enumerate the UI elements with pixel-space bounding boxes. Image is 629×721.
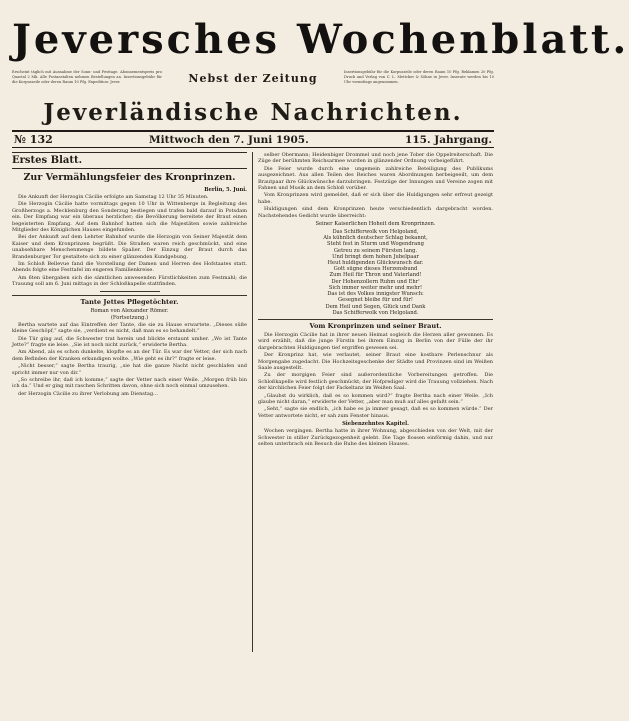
rule-bottom — [12, 147, 494, 148]
poem-line: Heut huldigenden Glückwunsch dar. — [327, 260, 424, 267]
paragraph: Die Tür ging auf, die Schwester trat herein und blickte erstaunt umher. „Wo ist Tante Jette?“ fragte sie leise. „Sie ist noch nicht zurück,“ erwiderte Bertha. — [12, 335, 247, 348]
story-title: Tante Jettes Pflegetöchter. — [12, 295, 247, 307]
poem-intro: Huldigungen sind dem Kronprinzen heute verschiedentlich dargebracht worden. Nachstehendes Gedicht wurde überreicht: — [258, 206, 493, 219]
article-title-vermaehlung: Zur Vermählungsfeier des Kronprinzen. — [23, 172, 236, 183]
paragraph: Bertha wartete auf das Eintreffen der Tante, die sie zu Hause erwartete. „Dieses süße kleine Geschöpf,“ sagte sie, „verdient es nicht, daß man es so behandelt.“ — [12, 321, 247, 335]
paragraph: „Nicht besser,“ sagte Bertha traurig, „sie hat die ganze Nacht nicht geschlafen und spricht immer nur von dir.“ — [12, 363, 247, 376]
paragraph: der Herzogin Cäcilie zu ihrer Verlobung am Dienstag… — [18, 390, 159, 397]
paragraph: Im Schloß Bellevue fand die Vorstellung der Damen und Herren des Hofstaates statt. Abends folgte eine Festtafel im engeren Familienkreise. — [12, 261, 247, 274]
poem-line: Als kühnlich deutscher Schlag bekannt, — [323, 235, 428, 242]
paragraph: „Seht,“ sagte sie endlich, „ich habe es ja immer gesagt, daß es so kommen würde.“ Der Vetter antwortete nicht, er sah zum Fenster hinaus. — [258, 406, 493, 419]
story-author: Roman von Alexander Römer. — [90, 307, 169, 314]
poem-line: Gesegnet bleibe für und für! — [337, 297, 414, 304]
poem-line: Das Schifferwolk von Helgoland, — [332, 229, 419, 236]
poem-line: Das ist des Volkes innigster Wunsch: — [327, 291, 424, 298]
paragraph: Wochen vergingen. Bertha hatte in ihrer Wohnung, abgeschieden von der Welt, mit der Schwester in stiller Zurückgezogenheit gelebt. Die Tage flossen einförmig dahin, und nur selten unterbrach ein Besuch die Ruhe des kleinen Hauses. — [258, 428, 493, 447]
poem-line: Getreu zu seinem Fürsten lang. — [333, 247, 418, 254]
masthead-right-notice: Insertionsgebühr für die Korpuszeile oder deren Raum 10 Pfg. Reklamen 20 Pfg. Druck und Verlag von C. L. Mettcker & Söhne in Jever. Inserate werden bis 10 Uhr vormittags angenommen. — [344, 70, 494, 85]
left-column — [12, 152, 247, 652]
issue-number: № 132 — [14, 133, 53, 146]
paragraph: Am Abend, als es schon dunkelte, klopfte es an der Tür. Es war der Vetter, der sich nach dem Befinden der Kranken erkundigen wollte. „Wie geht es ihr?“ fragte er leise. — [12, 349, 247, 362]
paragraph: „So schreibe ihr, daß ich komme,“ sagte der Vetter nach einer Weile. „Morgen früh bin ich da.“ Und er ging mit raschen Schritten davon, ohne sich noch einmal umzusehen. — [12, 376, 247, 390]
paragraph: Die Herzogin Cäcilie hatte vormittags gegen 10 Uhr in Wittenberge in Begleitung des Großherzogs a. Mecklenburg den Sonderzug bestiegen und trafen bald darauf in Potsdam ein. Der Empfang war ein überaus herzlicher; die Bevölkerung bereitete der Braut einen begeisterten Empfang. Auf dem Bahnhof hatten sich die Majestäten sowie zahlreiche Mitglieder des Königlichen Hauses eingefunden. — [12, 201, 247, 234]
divider — [100, 291, 160, 292]
masthead-left-notice: Erscheint täglich mit Ausnahme der Sonn- und Festtage. Abonnementspreis pro Quartal 2 Mk. Alle Postanstalten nehmen Bestellungen an. Insertionsgebühr für die Korpuszeile oder deren Raum 10 Pfg. Expedition: Jever. — [12, 70, 162, 85]
poem-line: Zum Heil für Thron und Vaterland! — [329, 272, 422, 279]
poem — [258, 221, 493, 316]
issue-year: 115. Jahrgang. — [405, 133, 492, 146]
right-column — [258, 152, 493, 652]
paragraph: Bei der Ankunft auf dem Lehrter Bahnhof wurde die Herzogin von Seiner Majestät dem Kaiser und dem Kronprinzen begrüßt. Die Straßen waren reich geschmückt, und eine unabsehbare Menschenmenge bildete Spalier. Der Einzug der Braut durch das Brandenburger Tor gestaltete sich zu einer glänzenden Kundgebung. — [12, 234, 247, 260]
poem-line: Der Hohenzollern Ruhm und Ehr' — [331, 278, 420, 285]
poem-line: Und bringt dem hohen Jubelpaar — [332, 253, 419, 260]
columns — [12, 152, 494, 652]
masthead-nebst: Nebst der Zeitung — [188, 72, 318, 85]
story-continuation: (Fortsetzung.) — [110, 314, 149, 321]
paragraph: Vom Kronprinzen wird gemeldet, daß er sich über die Huldigungen sehr erfreut gezeigt habe. — [258, 192, 493, 205]
paragraph: Die Ankunft der Herzogin Cäcilie erfolgte am Samstag 12 Uhr 35 Minuten. — [18, 194, 209, 200]
masthead-subtitle: Jeverländische Nachrichten. — [43, 99, 463, 126]
poem-line: Gott sügne dieses Herzensbund — [333, 266, 418, 273]
paragraph: Die Feier wurde durch eine ungemein zahlreiche Beteiligung des Publikums ausgezeichnet. Aus allen Teilen des Reiches waren Abordnungen herbeigeeilt, um dem Brautpaar ihre Glückwünsche darzubringen. Festzüge der Innungen und Vereine zogen mit Fahnen und Musik an dem Schloß vorüber. — [258, 165, 493, 192]
issue-bar — [12, 132, 494, 147]
poem-line: Das Schifferwolk von Helgoland. — [332, 309, 419, 316]
poem-title: Seiner Kaiserlichen Hoheit dem Kronprinzen. — [315, 221, 436, 228]
issue-date: Mittwoch den 7. Juni 1905. — [149, 133, 309, 146]
paragraph: „Glaubst du wirklich, daß es so kommen wird?“ fragte Bertha nach einer Weile. „Ich glaube nicht daran,“ erwiderte der Vetter, „aber man muß auf alles gefaßt sein.“ — [258, 392, 493, 405]
paragraph: Zu der morgigen Feier sind außerordentliche Vorbereitungen getroffen. Die Schloßkapelle wird festlich geschmückt; der Hofprediger wird die Trauung vollziehen. Nach der kirchlichen Feier folgt der Fackeltanz im Weißen Saal. — [258, 372, 493, 392]
dateline-berlin: Berlin, 5. Juni. — [204, 187, 247, 193]
masthead-title: Jeversches Wochenblatt. — [12, 16, 629, 63]
paragraph: Die Herzogin Cäcilie hat in ihrer neuen Heimat sogleich die Herzen aller gewonnen. Es wird erzählt, daß die junge Fürstin bei ihrem Einzug in Berlin von der Fülle der ihr dargebrachten Huldigungen tief ergriffen gewesen sei. — [258, 331, 493, 351]
poem-line: Dem Heil und Segen, Glück und Dank — [325, 303, 426, 310]
section-title: Erstes Blatt. — [12, 152, 247, 169]
poem-line: Steht fest in Sturm und Wogendrang — [327, 241, 424, 248]
paragraph: Der Kronprinz hat, wie verlautet, seiner Braut eine kostbare Perlenschnur als Morgengabe zugedacht. Die Hochzeitsgeschenke der Städte und Provinzen sind im Weißen Saale ausgestellt. — [258, 352, 493, 371]
column-divider — [252, 152, 253, 652]
masthead-middle-row — [12, 70, 494, 100]
poem-line: Sich immer weiter mehr und mehr! — [328, 284, 423, 291]
paragraph: Am 6ten übergaben sich die sämtlichen anwesenden Fürstlichkeiten zum Festmahl; die Trauung soll am 6. Juni mittags in der Schloßkapelle stattfinden. — [12, 274, 247, 288]
chapter-heading: Siebenzehntes Kapitel. — [342, 421, 409, 428]
paragraph: selber Obermann; Heidenbiger Drommel und noch jene Tober die Oppelreiterschaft. Die Züge der berühmten Reichsarmee wurden in glänzender Ordnung vorbeigeführt. — [258, 152, 493, 165]
subheading-kronprinz: Vom Kronprinzen und seiner Braut. — [258, 319, 493, 331]
